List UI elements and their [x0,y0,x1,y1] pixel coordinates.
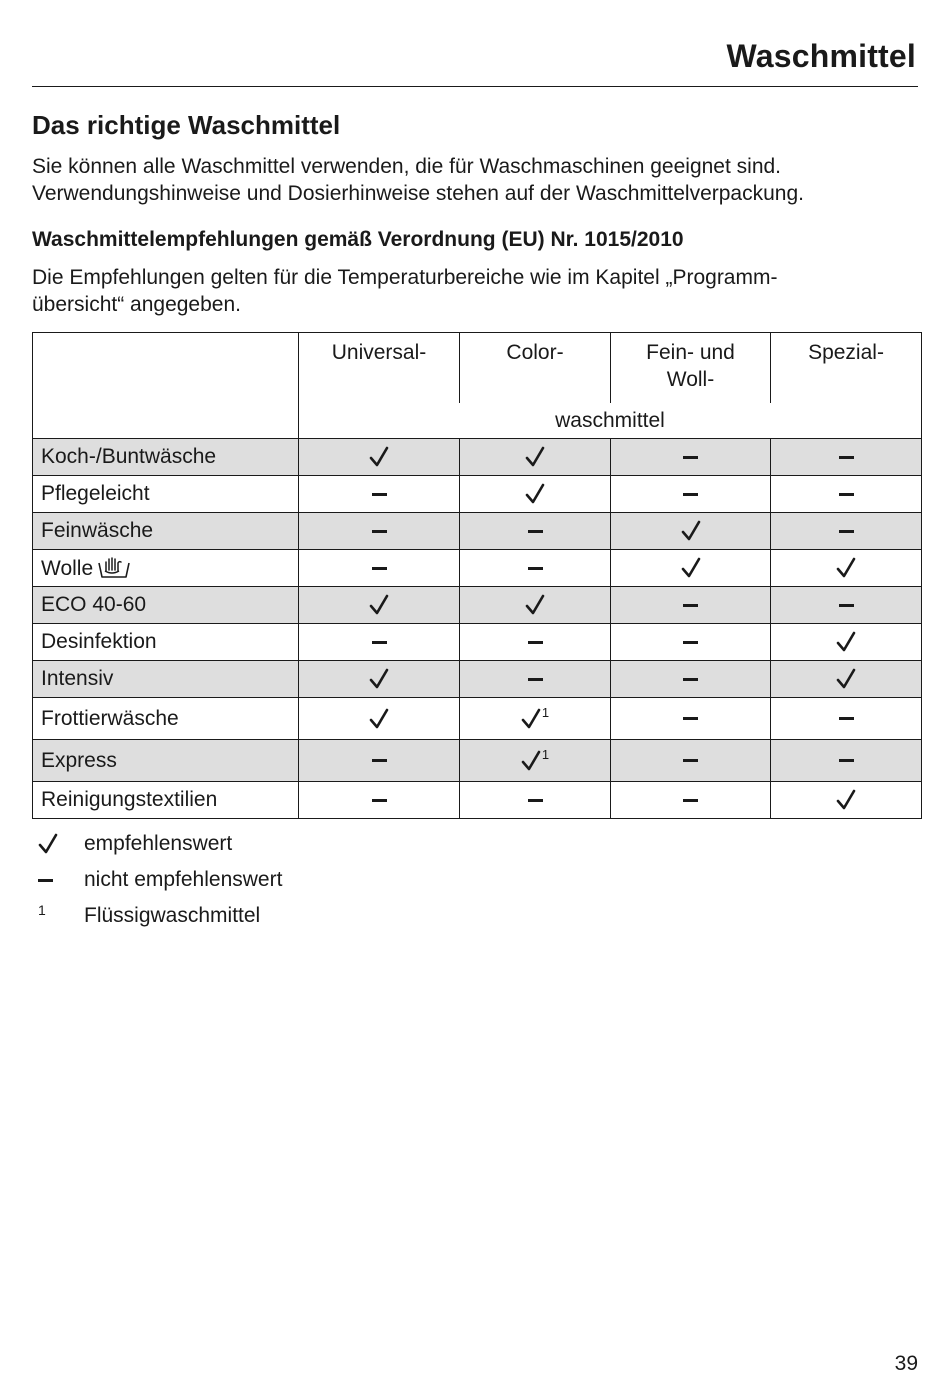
dash-icon [683,604,698,607]
section-title: Das richtige Waschmittel [32,110,341,140]
table-corner-cell [33,333,299,439]
suitability-cell [299,476,460,513]
suitability-cell [460,587,611,624]
program-cell [33,476,299,513]
checkmark-icon [369,708,389,730]
suitability-cell [771,476,922,513]
program-cell [33,624,299,661]
checkmark-icon [521,708,541,730]
legend-symbol [38,879,84,882]
checkmark-icon [369,668,389,690]
checkmark-icon [521,750,541,772]
page-title: Waschmittel [726,38,916,74]
suitability-cell [299,698,460,740]
footnote-marker: 1 [541,746,550,762]
dash-icon [38,879,53,882]
program-name: Frottierwäsche [41,706,179,730]
legend-label: empfehlenswert [84,832,233,855]
suitability-cell [299,550,460,587]
suitability-cell [460,698,611,740]
dash-icon [683,456,698,459]
dash-icon [528,641,543,644]
suitability-cell [771,587,922,624]
suitability-cell [611,439,771,476]
detergent-table [32,332,922,819]
suitability-cell [460,513,611,550]
table-row [33,513,922,550]
column-subheader: waschmittel [299,403,922,439]
suitability-cell [611,740,771,782]
recommendation-note [32,264,912,318]
suitability-cell [611,698,771,740]
column-header-line: Universal- [331,341,427,364]
dash-icon [528,678,543,681]
dash-icon [683,641,698,644]
suitability-cell [611,782,771,819]
checkmark-icon [525,594,545,616]
dash-icon [528,530,543,533]
legend-item-check [38,826,282,862]
recommendation-note-line-1: Die Empfehlungen gelten für die Temperaturbereiche wie im Kapitel „Programm- [32,266,778,289]
table-row [33,587,922,624]
checkmark-icon [681,520,701,542]
program-cell [33,661,299,698]
page-number: 39 [894,1352,918,1375]
suitability-cell [460,550,611,587]
legend [38,826,282,934]
suitability-cell [771,782,922,819]
dash-icon [839,717,854,720]
suitability-cell [460,661,611,698]
program-cell [33,587,299,624]
page-header [32,38,918,87]
suitability-cell [611,476,771,513]
column-header-line: Fein- und [646,341,735,364]
table-row [33,698,922,740]
table-header-row [33,333,922,404]
checkmark-icon [525,446,545,468]
checkmark-icon [525,483,545,505]
suitability-cell [299,439,460,476]
suitability-cell [299,740,460,782]
table-row [33,782,922,819]
dash-icon [528,567,543,570]
program-name: Intensiv [41,667,114,690]
dash-icon [372,759,387,762]
program-cell [33,740,299,782]
column-header-fein-woll [611,333,771,404]
suitability-cell [611,661,771,698]
recommendation-heading: Waschmittelempfehlungen gemäß Verordnung (EU) Nr. 1015/2010 [32,228,684,251]
program-name: Express [41,748,117,772]
table-row [33,624,922,661]
column-header-color [460,333,611,404]
table-row [33,550,922,587]
dash-icon [839,456,854,459]
suitability-cell [771,698,922,740]
suitability-cell [611,587,771,624]
program-cell [33,439,299,476]
table-row [33,661,922,698]
legend-label: Flüssigwaschmittel [84,904,261,927]
recommendation-note-line-2: übersicht“ angegeben. [32,293,241,316]
program-cell [33,782,299,819]
suitability-cell [611,550,771,587]
column-header-line: Spezial- [808,341,884,364]
dash-icon [839,759,854,762]
checkmark-icon [369,594,389,616]
handwash-icon [97,555,131,579]
suitability-cell [771,513,922,550]
table-body [33,439,922,819]
program-name: Desinfektion [41,630,157,653]
dash-icon [683,493,698,496]
dash-icon [839,493,854,496]
dash-icon [839,530,854,533]
legend-item-dash [38,862,282,898]
column-header-line: Color- [506,341,564,364]
checkmark-icon [38,833,58,855]
legend-item-footnote [38,898,282,934]
dash-icon [372,493,387,496]
footnote-marker: 1 [541,704,550,720]
program-name: Pflegeleicht [41,482,150,505]
dash-icon [372,641,387,644]
suitability-cell [611,624,771,661]
dash-icon [372,567,387,570]
checkmark-icon [836,631,856,653]
program-name: Reinigungstextilien [41,788,218,811]
table-row [33,476,922,513]
dash-icon [683,678,698,681]
checkmark-icon [836,789,856,811]
program-cell [33,513,299,550]
column-header-universal [299,333,460,404]
suitability-cell [299,624,460,661]
suitability-cell [460,476,611,513]
dash-icon [683,717,698,720]
suitability-cell [771,624,922,661]
intro-paragraph: Sie können alle Waschmittel verwenden, die für Waschmaschinen geeignet sind. Verwendungshinweise und Dosierhinweise stehen auf der Waschmittelverpackung. [32,155,804,205]
suitability-cell [771,740,922,782]
suitability-cell [460,439,611,476]
suitability-cell [299,782,460,819]
program-name: Koch-/Buntwäsche [41,445,217,468]
program-cell [33,550,299,587]
program-name: Feinwäsche [41,519,154,542]
suitability-cell [771,439,922,476]
column-header-line: Woll- [666,368,715,391]
dash-icon [372,799,387,802]
checkmark-icon [836,668,856,690]
program-cell [33,698,299,740]
dash-icon [683,799,698,802]
checkmark-icon [836,557,856,579]
legend-label: nicht empfehlenswert [84,868,283,891]
checkmark-icon [369,446,389,468]
suitability-cell [299,513,460,550]
dash-icon [839,604,854,607]
program-name: Wolle [41,557,94,580]
dash-icon [528,799,543,802]
checkmark-icon [681,557,701,579]
suitability-cell [611,513,771,550]
program-name: ECO 40-60 [41,593,147,616]
table-row [33,740,922,782]
suitability-cell [460,740,611,782]
suitability-cell [771,550,922,587]
table-row [33,439,922,476]
suitability-cell [460,624,611,661]
suitability-cell [299,661,460,698]
column-header-spezial [771,333,922,404]
suitability-cell [299,587,460,624]
legend-symbol [38,833,84,855]
dash-icon [683,759,698,762]
footnote-symbol: 1 [38,902,46,918]
suitability-cell [771,661,922,698]
dash-icon [372,530,387,533]
suitability-cell [460,782,611,819]
